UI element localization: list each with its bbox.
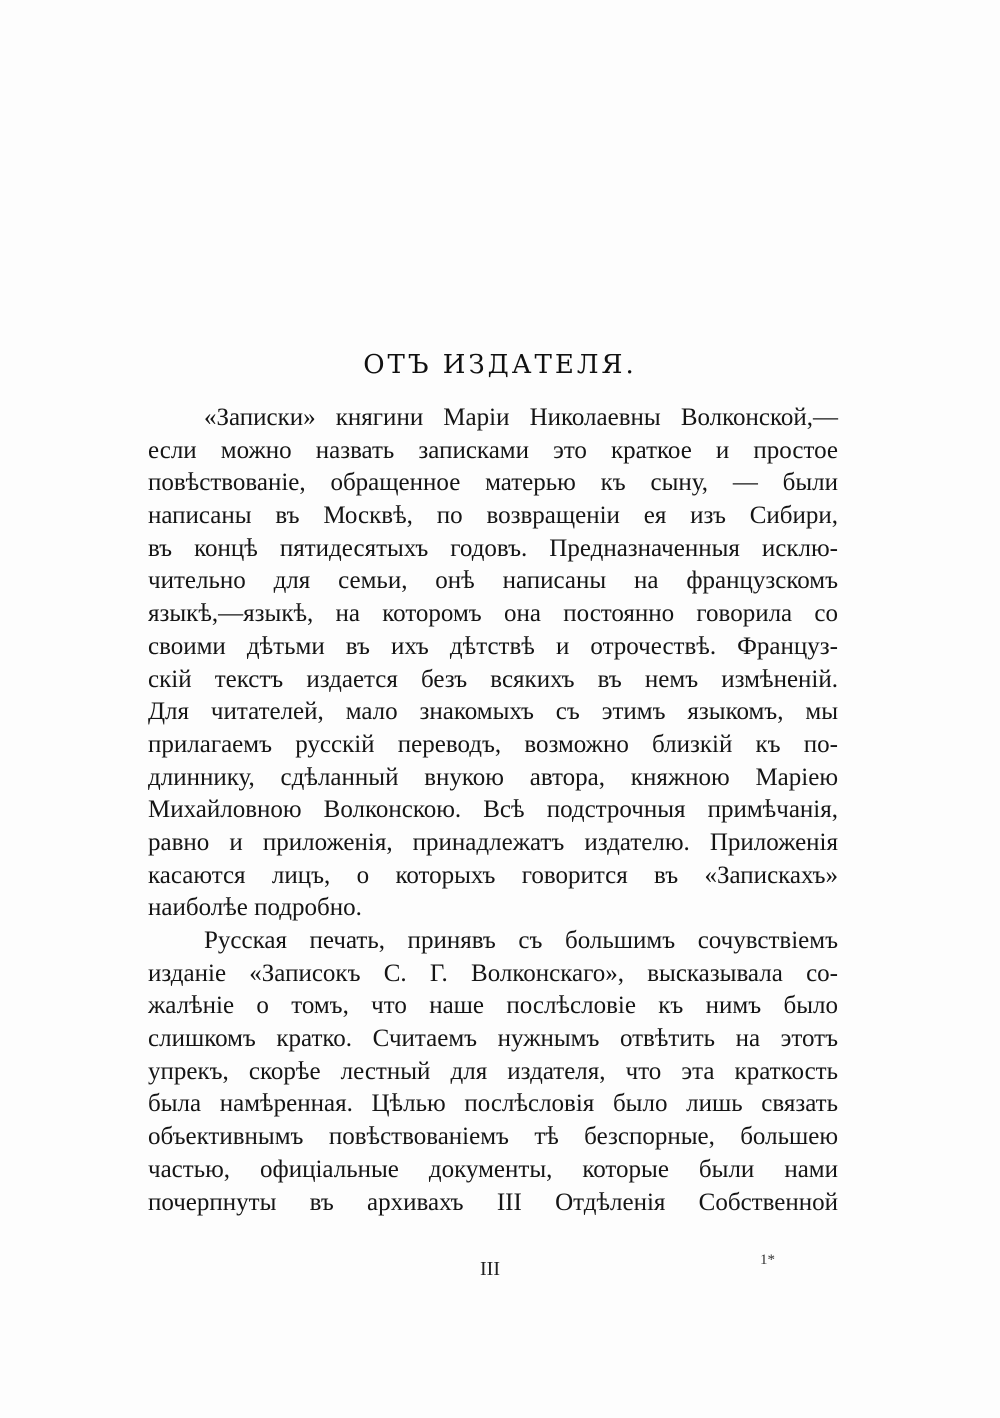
text-line: Для читателей, мало знакомыхъ съ этимъ языкомъ, мы xyxy=(148,698,838,726)
text-line: Михайловною Волконскою. Всѣ подстрочныя примѣчанія, xyxy=(148,796,838,824)
text-line: почерпнуты въ архивахъ III Отдѣленія Собственной xyxy=(148,1188,838,1216)
text-line: своими дѣтьми въ ихъ дѣтствѣ и отрочествѣ. Француз- xyxy=(148,632,838,660)
text-line: Русская печать, принявъ съ большимъ сочувствіемъ xyxy=(204,927,838,954)
text-line: написаны въ Москвѣ, по возвращеніи ея изъ Сибири, xyxy=(148,502,838,530)
text-line: изданіе «Записокъ С. Г. Волконскаго», высказывала со- xyxy=(148,959,838,987)
text-line: въ концѣ пятидесятыхъ годовъ. Предназначенныя исклю- xyxy=(148,534,838,562)
text-line: прилагаемъ русскій переводъ, возможно близкій къ по- xyxy=(148,730,838,758)
text-line: слишкомъ кратко. Считаемъ нужнымъ отвѣтить на этотъ xyxy=(148,1025,838,1053)
page-title: ОТЪ ИЗДАТЕЛЯ. xyxy=(363,350,637,380)
text-line: скій текстъ издается безъ всякихъ въ немъ измѣненій. xyxy=(148,665,838,693)
text-line: частью, офиціальные документы, которые были нами xyxy=(148,1155,838,1183)
text-line: жалѣніе о томъ, что наше послѣсловіе къ нимъ было xyxy=(148,992,838,1020)
text-line: была намѣренная. Цѣлью послѣсловія было лишь связать xyxy=(148,1090,838,1118)
text-line: упрекъ, скорѣе лестный для издателя, что эта краткость xyxy=(148,1057,838,1085)
text-line: языкѣ,—языкѣ, на которомъ она постоянно говорила со xyxy=(148,600,838,628)
body-text xyxy=(148,402,838,1219)
text-line: «Записки» княгини Маріи Николаевны Волконской,— xyxy=(204,404,838,431)
text-line: объективнымъ повѣствованіемъ тѣ безспорные, большею xyxy=(148,1123,838,1151)
text-line: чительно для семьи, онѣ написаны на французскомъ xyxy=(148,567,838,595)
text-line: длиннику, сдѣланный внукою автора, княжною Маріею xyxy=(148,763,838,791)
text-line: касаются лицъ, о которыхъ говорится въ «Запискахъ» xyxy=(148,861,838,889)
signature-mark: 1* xyxy=(760,1252,775,1268)
text-line: повѣствованіе, обращенное матерью къ сыну, — были xyxy=(148,469,838,497)
page-number: III xyxy=(480,1258,500,1280)
text-line: наиболѣе подробно. xyxy=(148,894,362,922)
text-line: если можно назвать записками это краткое и простое xyxy=(148,436,838,464)
text-line: равно и приложенія, принадлежатъ издателю. Приложенія xyxy=(148,828,838,856)
